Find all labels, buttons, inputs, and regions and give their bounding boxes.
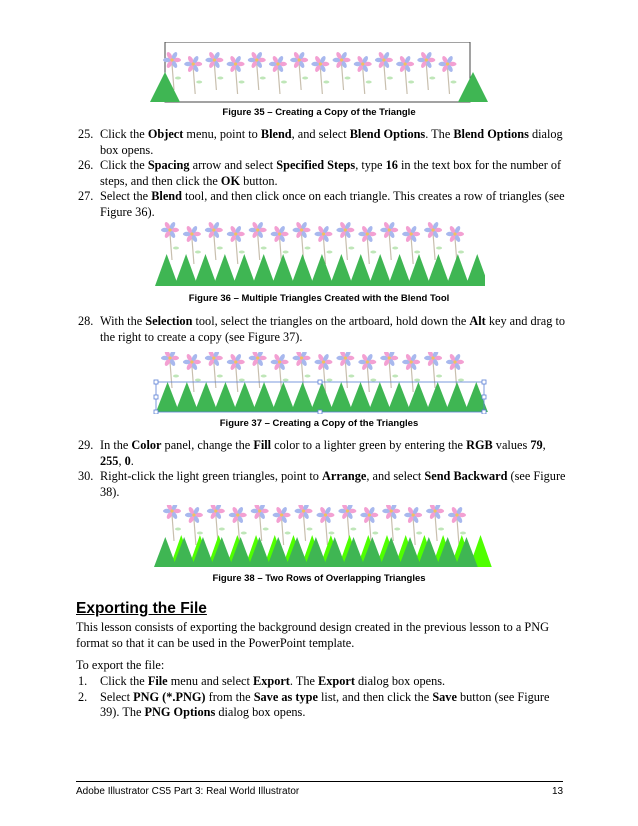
step-text: dialog box opens. <box>100 127 563 157</box>
steps-28 <box>78 314 566 345</box>
step-text: . The <box>425 127 454 141</box>
step-keyword: Send Backward <box>424 469 508 483</box>
flower <box>205 352 223 388</box>
step-item <box>78 189 566 220</box>
triangle <box>195 382 218 412</box>
figure-35-image <box>150 42 490 104</box>
step-text: menu, point to <box>183 127 261 141</box>
selection-handle <box>482 380 486 384</box>
flower <box>249 222 267 260</box>
triangle <box>156 382 179 412</box>
section-lead: To export the file: <box>76 658 165 672</box>
flower <box>295 505 313 541</box>
triangle <box>155 254 178 286</box>
figure-38-image <box>152 505 492 569</box>
step-text: , and select <box>366 469 425 483</box>
step-text: key and drag to the right to create a copy (see Figure 37). <box>100 314 566 344</box>
step-item <box>78 674 566 690</box>
step-keyword: Blend <box>151 189 182 203</box>
step-text: list, and then click the <box>317 689 433 704</box>
triangle <box>330 254 353 286</box>
step-keyword: Save as type <box>253 689 318 704</box>
step-text: With the <box>100 314 146 328</box>
step-text: , <box>542 438 546 452</box>
step-item <box>78 469 566 500</box>
flower <box>293 222 311 260</box>
triangle <box>446 254 469 286</box>
step-number: 26. <box>78 158 94 172</box>
step-number: 27. <box>78 189 94 203</box>
flower <box>424 222 442 260</box>
selection-handle <box>482 410 486 414</box>
triangle <box>175 382 198 412</box>
selection-handle <box>318 380 322 384</box>
step-text: in the text box for the number of steps, and then click the <box>100 158 562 188</box>
step-keyword: 0 <box>124 453 131 468</box>
triangle <box>233 382 256 412</box>
step-keyword: Export <box>253 674 290 688</box>
triangle <box>407 254 430 286</box>
step-text: , and select <box>291 127 350 141</box>
step-keyword: Spacing <box>147 158 190 172</box>
triangle <box>369 254 392 286</box>
step-keyword: RGB <box>466 438 493 452</box>
step-text: tool, select the triangles on the artboard, hold down the <box>192 314 470 328</box>
flower-row <box>163 505 466 545</box>
selection-handle <box>154 395 158 399</box>
triangle <box>194 254 217 286</box>
flower <box>207 505 225 541</box>
step-keyword: Fill <box>253 438 272 452</box>
step-number: 29. <box>78 438 94 452</box>
triangle <box>445 382 468 412</box>
step-keyword: Specified Steps <box>276 158 356 172</box>
step-text: dialog box opens. <box>215 705 306 719</box>
flower <box>338 505 356 541</box>
selection-handle <box>482 395 486 399</box>
step-text: arrow and select <box>189 158 277 172</box>
flower <box>271 353 289 392</box>
triangle <box>310 254 333 286</box>
flower <box>293 352 311 388</box>
flower <box>336 222 354 260</box>
step-text: , type <box>355 158 386 172</box>
figure-35-caption: Figure 35 – Creating a Copy of the Triangle <box>222 107 416 118</box>
step-keyword: Export <box>318 674 355 688</box>
step-text: , <box>118 453 125 468</box>
selection-handle <box>154 410 158 414</box>
triangle <box>271 254 294 286</box>
step-text: Click the <box>100 158 148 172</box>
triangle <box>154 537 177 567</box>
footer-rule <box>76 781 563 782</box>
step-keyword: PNG Options <box>144 705 216 719</box>
flower <box>402 225 420 264</box>
triangle <box>174 254 197 286</box>
step-number: 28. <box>78 314 94 328</box>
step-item <box>78 127 566 158</box>
section-heading: Exporting the File <box>76 600 207 617</box>
page-number: 13 <box>552 786 564 797</box>
step-text: (see Figure 38). <box>100 469 566 499</box>
step-text: panel, change the <box>161 438 254 452</box>
step-text: tool, and then click once on each triangle. This creates a row of triangles (see Figure 36). <box>100 189 565 219</box>
triangle <box>291 254 314 286</box>
step-keyword: 79 <box>530 438 543 452</box>
triangle-row <box>156 382 488 412</box>
step-keyword: Selection <box>145 314 193 328</box>
triangle <box>291 382 314 412</box>
flower <box>446 225 464 264</box>
figure-36-caption: Figure 36 – Multiple Triangles Created with the Blend Tool <box>188 293 450 304</box>
figure-38-caption: Figure 38 – Two Rows of Overlapping Triangles <box>212 573 426 584</box>
step-item <box>78 438 566 469</box>
footer-title: Adobe Illustrator CS5 Part 3: Real World Illustrator <box>76 786 300 797</box>
step-keyword: 16 <box>385 158 398 172</box>
figure-36-image <box>155 222 485 288</box>
section-intro: This lesson consists of exporting the background design created in the previous lesson to a PNG format so that it can be used in the PowerPoint template. <box>76 620 550 650</box>
triangle <box>252 382 275 412</box>
step-number: 2. <box>78 689 88 704</box>
flower <box>205 222 223 260</box>
step-item <box>78 690 566 721</box>
step-keyword: OK <box>220 173 241 188</box>
triangle <box>368 382 391 412</box>
triangle <box>233 254 256 286</box>
step-text: . The <box>289 674 319 688</box>
step-text: In the <box>100 438 132 452</box>
step-number: 25. <box>78 127 94 141</box>
step-keyword: 255 <box>100 453 119 468</box>
flower <box>382 505 400 541</box>
flower <box>271 225 289 264</box>
flower <box>424 352 442 388</box>
triangle <box>330 382 353 412</box>
step-text: menu and select <box>167 674 254 688</box>
flower <box>251 505 269 541</box>
flower <box>227 225 245 264</box>
step-keyword: Save <box>432 689 457 704</box>
flower <box>426 505 444 541</box>
flower <box>336 352 354 388</box>
flower <box>380 352 398 388</box>
flower <box>448 506 466 545</box>
step-text: dialog box opens. <box>354 674 446 688</box>
step-keyword: Blend Options <box>453 127 529 141</box>
step-keyword: Object <box>147 127 184 141</box>
figure-37-caption: Figure 37 – Creating a Copy of the Triangles <box>219 418 419 429</box>
step-keyword: Arrange <box>321 469 367 483</box>
step-keyword: Blend <box>260 127 292 141</box>
step-text: . <box>130 453 134 468</box>
step-text: from the <box>205 689 254 704</box>
step-text: button. <box>240 173 278 188</box>
step-text: Select the <box>100 189 152 203</box>
step-keyword: File <box>147 674 168 688</box>
triangle <box>407 382 430 412</box>
selection-handle <box>318 410 322 414</box>
flower <box>446 353 464 392</box>
step-text: Right-click the light green triangles, point to <box>100 469 322 483</box>
steps-25-27 <box>78 127 566 220</box>
figure-37-image <box>152 352 488 414</box>
triangle <box>427 254 450 286</box>
triangle <box>310 382 333 412</box>
flower <box>161 222 179 260</box>
triangle <box>213 254 236 286</box>
step-text: Click the <box>100 674 148 688</box>
triangle <box>466 254 485 286</box>
step-text: Select <box>100 689 134 704</box>
flower <box>227 353 245 392</box>
step-number: 30. <box>78 469 94 483</box>
flower <box>161 352 179 388</box>
steps-29-30 <box>78 438 566 500</box>
step-text: button (see Figure 39). The <box>100 689 550 719</box>
step-text: color to a lighter green by entering the <box>271 438 467 452</box>
triangle <box>214 382 237 412</box>
step-item <box>78 314 566 345</box>
triangle <box>272 382 295 412</box>
step-keyword: PNG (*.PNG) <box>133 689 206 704</box>
flower <box>380 222 398 260</box>
step-keyword: Blend Options <box>349 127 426 141</box>
steps-export <box>78 674 566 721</box>
selection-handle <box>154 380 158 384</box>
step-text: values <box>492 438 531 452</box>
triangle <box>252 254 275 286</box>
step-item <box>78 158 566 189</box>
step-keyword: Alt <box>469 314 486 328</box>
step-keyword: Color <box>131 438 162 452</box>
step-text: Click the <box>100 127 148 141</box>
flower <box>314 225 332 264</box>
triangle <box>426 382 449 412</box>
flower <box>163 505 181 541</box>
dark-triangle-row <box>154 537 478 567</box>
step-number: 1. <box>78 674 88 688</box>
